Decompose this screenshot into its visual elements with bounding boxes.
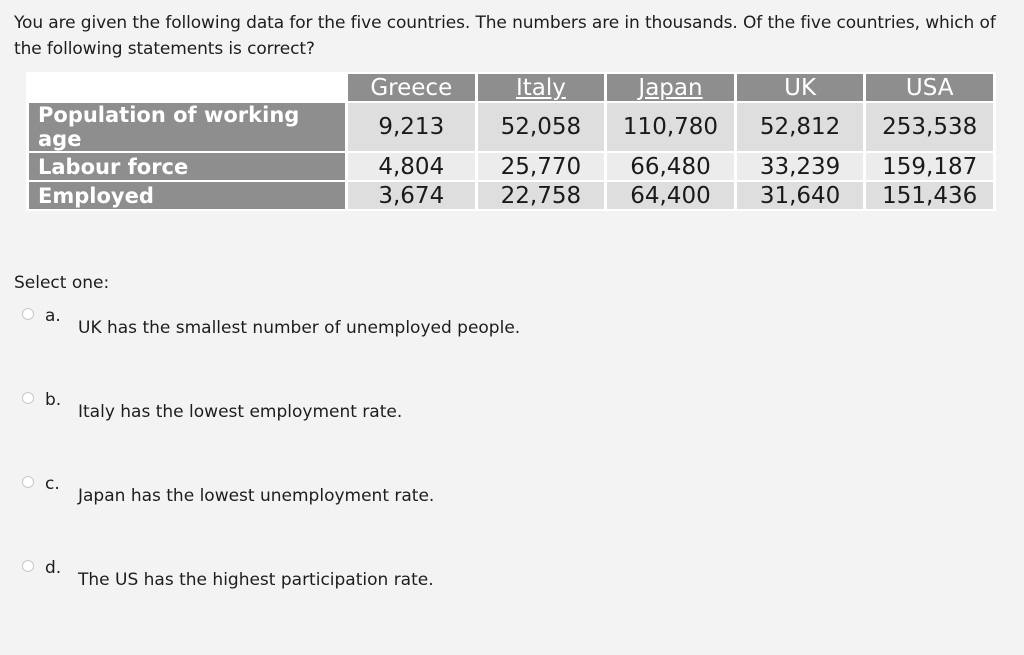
question-text: You are given the following data for the five countries. The numbers are in thousands. Of the five countries, which of the following statements is correct?: [14, 13, 996, 59]
table-cell: 25,770: [478, 153, 605, 180]
col-header-usa: USA: [866, 74, 993, 101]
radio-button-b[interactable]: [22, 392, 34, 404]
option-text[interactable]: Italy has the lowest employment rate.: [78, 402, 403, 422]
table-cell: 66,480: [607, 153, 734, 180]
table-cell: 31,640: [737, 182, 864, 209]
table-cell: 22,758: [478, 182, 605, 209]
table-cell: 159,187: [866, 153, 993, 180]
radio-button-d[interactable]: [22, 560, 34, 572]
row-header-employed: Employed: [29, 182, 345, 209]
table-cell: 110,780: [607, 103, 734, 151]
table-cell: 52,058: [478, 103, 605, 151]
option-letter: a.: [45, 306, 61, 326]
select-one-label: Select one:: [14, 273, 110, 293]
col-header-italy: Italy: [478, 74, 605, 101]
col-header-greece: Greece: [348, 74, 475, 101]
table-corner: [29, 74, 345, 101]
table-cell: 9,213: [348, 103, 475, 151]
row-header-population: Population of working age: [29, 103, 345, 151]
col-header-japan: Japan: [607, 74, 734, 101]
option-letter: c.: [45, 474, 60, 494]
table-cell: 4,804: [348, 153, 475, 180]
radio-button-a[interactable]: [22, 308, 34, 320]
table-cell: 52,812: [737, 103, 864, 151]
option-text[interactable]: UK has the smallest number of unemployed people.: [78, 318, 521, 338]
table-cell: 64,400: [607, 182, 734, 209]
table-cell: 151,436: [866, 182, 993, 209]
table-row: [29, 103, 993, 151]
table-cell: 3,674: [348, 182, 475, 209]
option-letter: b.: [45, 390, 62, 410]
row-header-labour-force: Labour force: [29, 153, 345, 180]
option-letter: d.: [45, 558, 62, 578]
table-row: [29, 182, 993, 209]
radio-button-c[interactable]: [22, 476, 34, 488]
option-text[interactable]: The US has the highest participation rate.: [78, 570, 434, 590]
table-cell: 253,538: [866, 103, 993, 151]
table-row: [29, 153, 993, 180]
table-cell: 33,239: [737, 153, 864, 180]
table-header-row: [29, 74, 993, 101]
option-text[interactable]: Japan has the lowest unemployment rate.: [78, 486, 435, 506]
data-table: [26, 72, 996, 211]
col-header-uk: UK: [737, 74, 864, 101]
